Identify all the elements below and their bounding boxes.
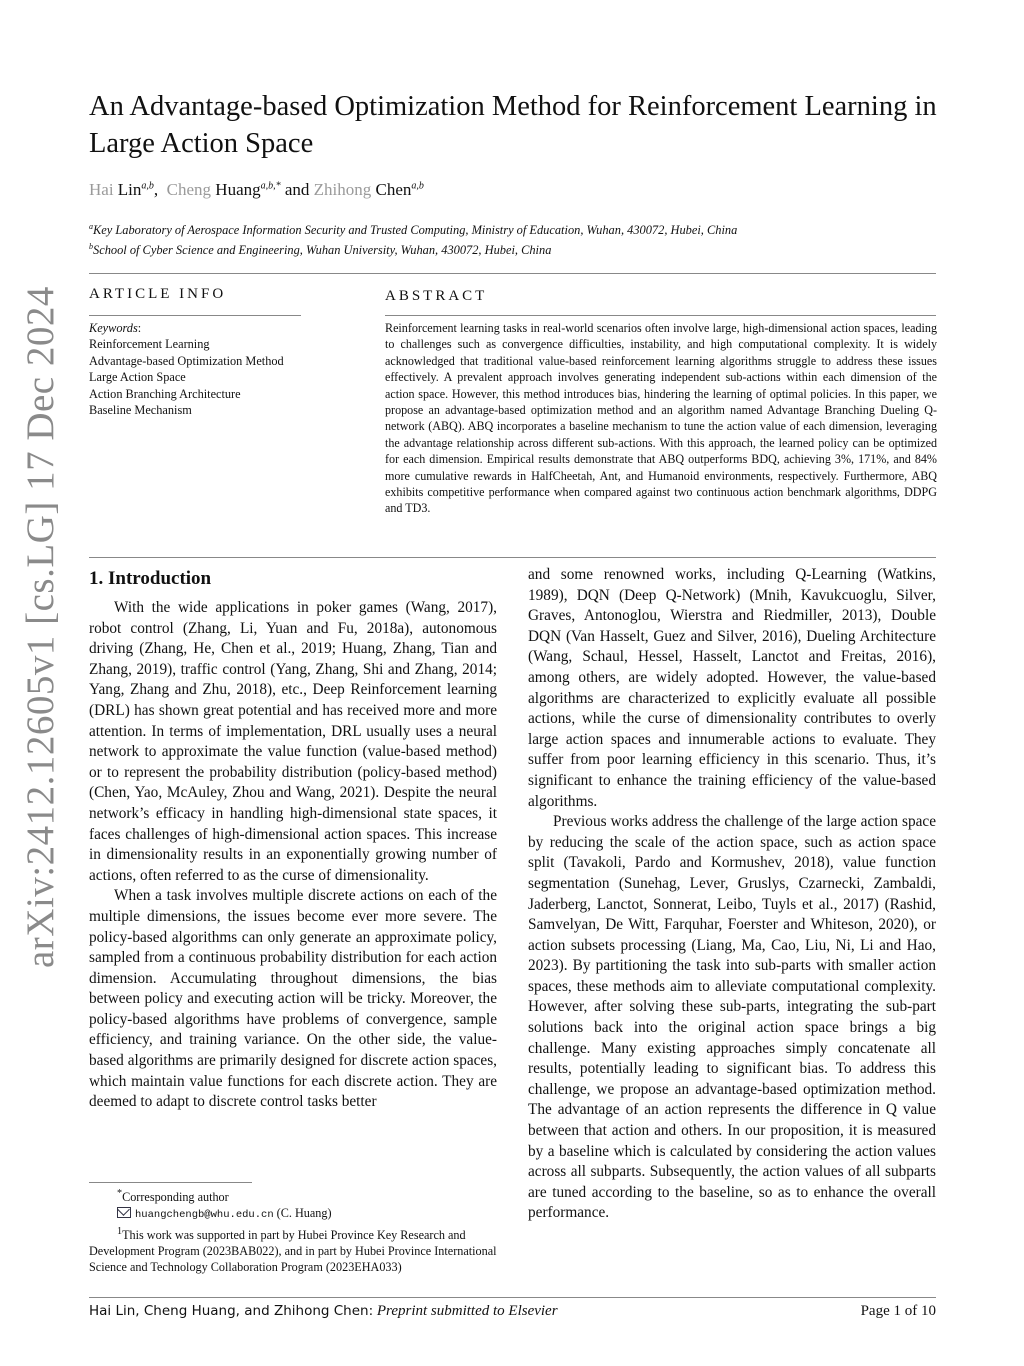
footnote-corresponding: *Corresponding author — [117, 1188, 229, 1205]
author-3: Zhihong Chen$^{a,b}$ — [313, 180, 424, 199]
footnote-email: huangchengb@whu.edu.cn (C. Huang) — [89, 1205, 497, 1223]
affiliation-b: $^b$School of Cyber Science and Engineering, Wuhan University, Wuhan, 430072, Hubei, China — [89, 242, 552, 258]
keyword: Baseline Mechanism — [89, 403, 192, 418]
author-and: and — [284, 180, 310, 199]
paragraph: With the wide applications in poker games (Wang, 2017), robot control (Zhang, Li, Yuan and Fu, 2018a), autonomous driving (Zhang, He, Chen et al., 2019; Huang, Zhang, Tian and Zhang, 2019), traffic control (Yang, Zhang, Shi and Zhang, 2014; Yang, Zhang and Zhu, 2018), etc., Deep Reinforcement learning (DRL) has shown great potential and has received more and more attention. In terms of implementation, DRL usually uses a neural network to approximate the value function (value-based method) or to represent the probability distribution (policy-based method) (Chen, Yao, McAuley, Zhou and Wang, 2021). Despite the neural network’s efficacy in handling high-dimensional state spaces, it faces challenges of high-dimensional action spaces. This increase in dimensionality results in an exponentially growing number of actions, often referred to as the curse of dimensionality. — [89, 599, 497, 884]
paragraph: Previous works address the challenge of the large action space by reducing the scale of the action space, such as action space split (Tavakoli, Pardo and Kormushev, 2018), value function segmentation (Sunehag, Lever, Gruslys, Czarnecki, Zambaldi, Jaderberg, Lanctot, Sonnerat, Leibo, Tuyls et al., 2017) (Rashid, Samvelyan, De Witt, Farquhar, Foerster and Whiteson, 2020), or action subsets processing (Liang, Ma, Cao, Liu, Ni, Li and Hao, 2023). By partitioning the task into sub-parts with smaller action spaces, these methods aim to alleviate computational complexity. However, after solving these sub-parts, integrating the sub-part solutions back into the original action space brings a big challenge. Many existing approaches simply concatenate all results, potentially leading to significant bias. To address this challenge, we propose an advantage-based optimization method. The advantage of an action represents the difference in Q value between that action and others. In our proposition, it is measured by a baseline which is calculated by considering the action values across all subparts. Subsequently, the action values of all subparts are tuned according to the baseline, so as to enhance the overall performance. — [528, 813, 936, 1222]
paper-title: An Advantage-based Optimization Method for Reinforcement Learning in Large Action Space — [89, 91, 937, 159]
keyword: Large Action Space — [89, 370, 186, 385]
arxiv-identifier: arXiv:2412.12605v1 [cs.LG] 17 Dec 2024 — [19, 286, 62, 968]
footer-divider — [89, 1297, 936, 1298]
article-info-rule — [89, 315, 301, 316]
abstract-heading: ABSTRACT — [385, 288, 488, 304]
author-1: Hai Lin$^{a,b}$ — [89, 180, 154, 199]
page-number: Page 1 of 10 — [860, 1303, 936, 1319]
keywords-label: Keywords — [89, 321, 138, 335]
paragraph: When a task involves multiple discrete actions on each of the multiple dimensions, the issues become ever more severe. The policy-based algorithms can only generate an approximate policy, sampled from a continuous probability distribution for each action dimension. Accumulating throughout dimensions, the bias between policy and executing action will be tricky. Moreover, the policy-based algorithms have problems of convergence, sample efficiency, and training variance. On the other side, the value-based algorithms are primarily designed for discrete action spaces, which maintain value functions for each discrete action. They are deemed to adapt to discrete control tasks better — [89, 887, 497, 1111]
footnote-rule — [89, 1182, 252, 1183]
article-info-heading: ARTICLE INFO — [89, 286, 227, 302]
footnotes — [89, 1186, 497, 1276]
keyword: Reinforcement Learning — [89, 337, 210, 352]
abstract-rule — [385, 315, 936, 316]
author-2: Cheng Huang$^{a,b,*}$ — [166, 180, 281, 199]
keyword: Action Branching Architecture — [89, 386, 241, 401]
keyword: Advantage-based Optimization Method — [89, 353, 284, 368]
keywords-block: Keywords: Reinforcement Learning Advantage-based Optimization Method Large Action Space Action Branching Architecture Baseline Mechanism — [89, 320, 309, 418]
abstract-divider — [89, 557, 936, 558]
abstract-text: Reinforcement learning tasks in real-world scenarios often involve large, high-dimensional action spaces, leading to challenges such as convergence difficulties, instability, and high computational complexity. It is widely acknowledged that traditional value-based reinforcement learning algorithms struggle to address these issues effectively. A prevalent approach involves generating independent sub-actions within each dimension of the action space. However, this method introduces bias, hindering the learning of optimal policies. In this paper, we propose an advantage-based optimization method and an algorithm named Advantage Branching Dueling Q-network (ABQ). ABQ incorporates a baseline mechanism to tune the action value of each dimension, leveraging the advantage relationship across different sub-actions. With this approach, the learned policy can be optimized for each dimension. Empirical results demonstrate that ABQ outperforms BDQ, achieving 3%, 171%, and 84% more cumulative rewards in HalfCheetah, Ant, and Humanoid environments, respectively. Furthermore, ABQ exhibits competitive performance when compared against two continuous action benchmark algorithms, DDPG and TD3. — [385, 321, 937, 516]
paragraph: and some renowned works, including Q-Learning (Watkins, 1989), DQN (Deep Q-Network) (Mnih, Kavukcuoglu, Silver, Graves, Antonoglou, Wierstra and Riedmiller, 2013), Double DQN (Van Hasselt, Guez and Silver, 2016), Dueling Architecture (Wang, Schaul, Hessel, Hasselt, Lanctot and Freitas, 2016), among others, are widely adopted. However, the value-based algorithms are characterized to explicitly evaluate all possible actions, while the curse of dimensionality contributes to overly large action spaces and innumerable actions to evaluate. They suffer from poor learning efficiency in this scenario. Thus, it’s significant to enhance the training efficiency of the value-based algorithms. — [528, 566, 936, 810]
footnote-funding: $^1$This work was supported in part by Hubei Province Key Research and Development Program (2023BAB022), and in part by Hubei Province International Science and Technology Collaboration Program (2023EHA033) — [89, 1225, 497, 1275]
left-column — [89, 598, 497, 1113]
right-column — [528, 565, 936, 1224]
affiliation-a: $^a$Key Laboratory of Aerospace Information Security and Trusted Computing, Ministry of Education, Wuhan, 430072, Hubei, China — [89, 222, 738, 238]
section-heading-introduction: 1. Introduction — [89, 568, 212, 589]
email-link[interactable]: huangchengb@whu.edu.cn — [135, 1209, 274, 1222]
envelope-icon — [117, 1207, 131, 1218]
footer-citation: Hai Lin, Cheng Huang, and Zhihong Chen: Preprint submitted to Elsevier — [89, 1303, 558, 1319]
author-list: Hai Lin$^{a,b}$, Cheng Huang$^{a,b,*}$ and Zhihong Chen$^{a,b}$ — [89, 180, 424, 199]
header-divider — [89, 273, 936, 274]
